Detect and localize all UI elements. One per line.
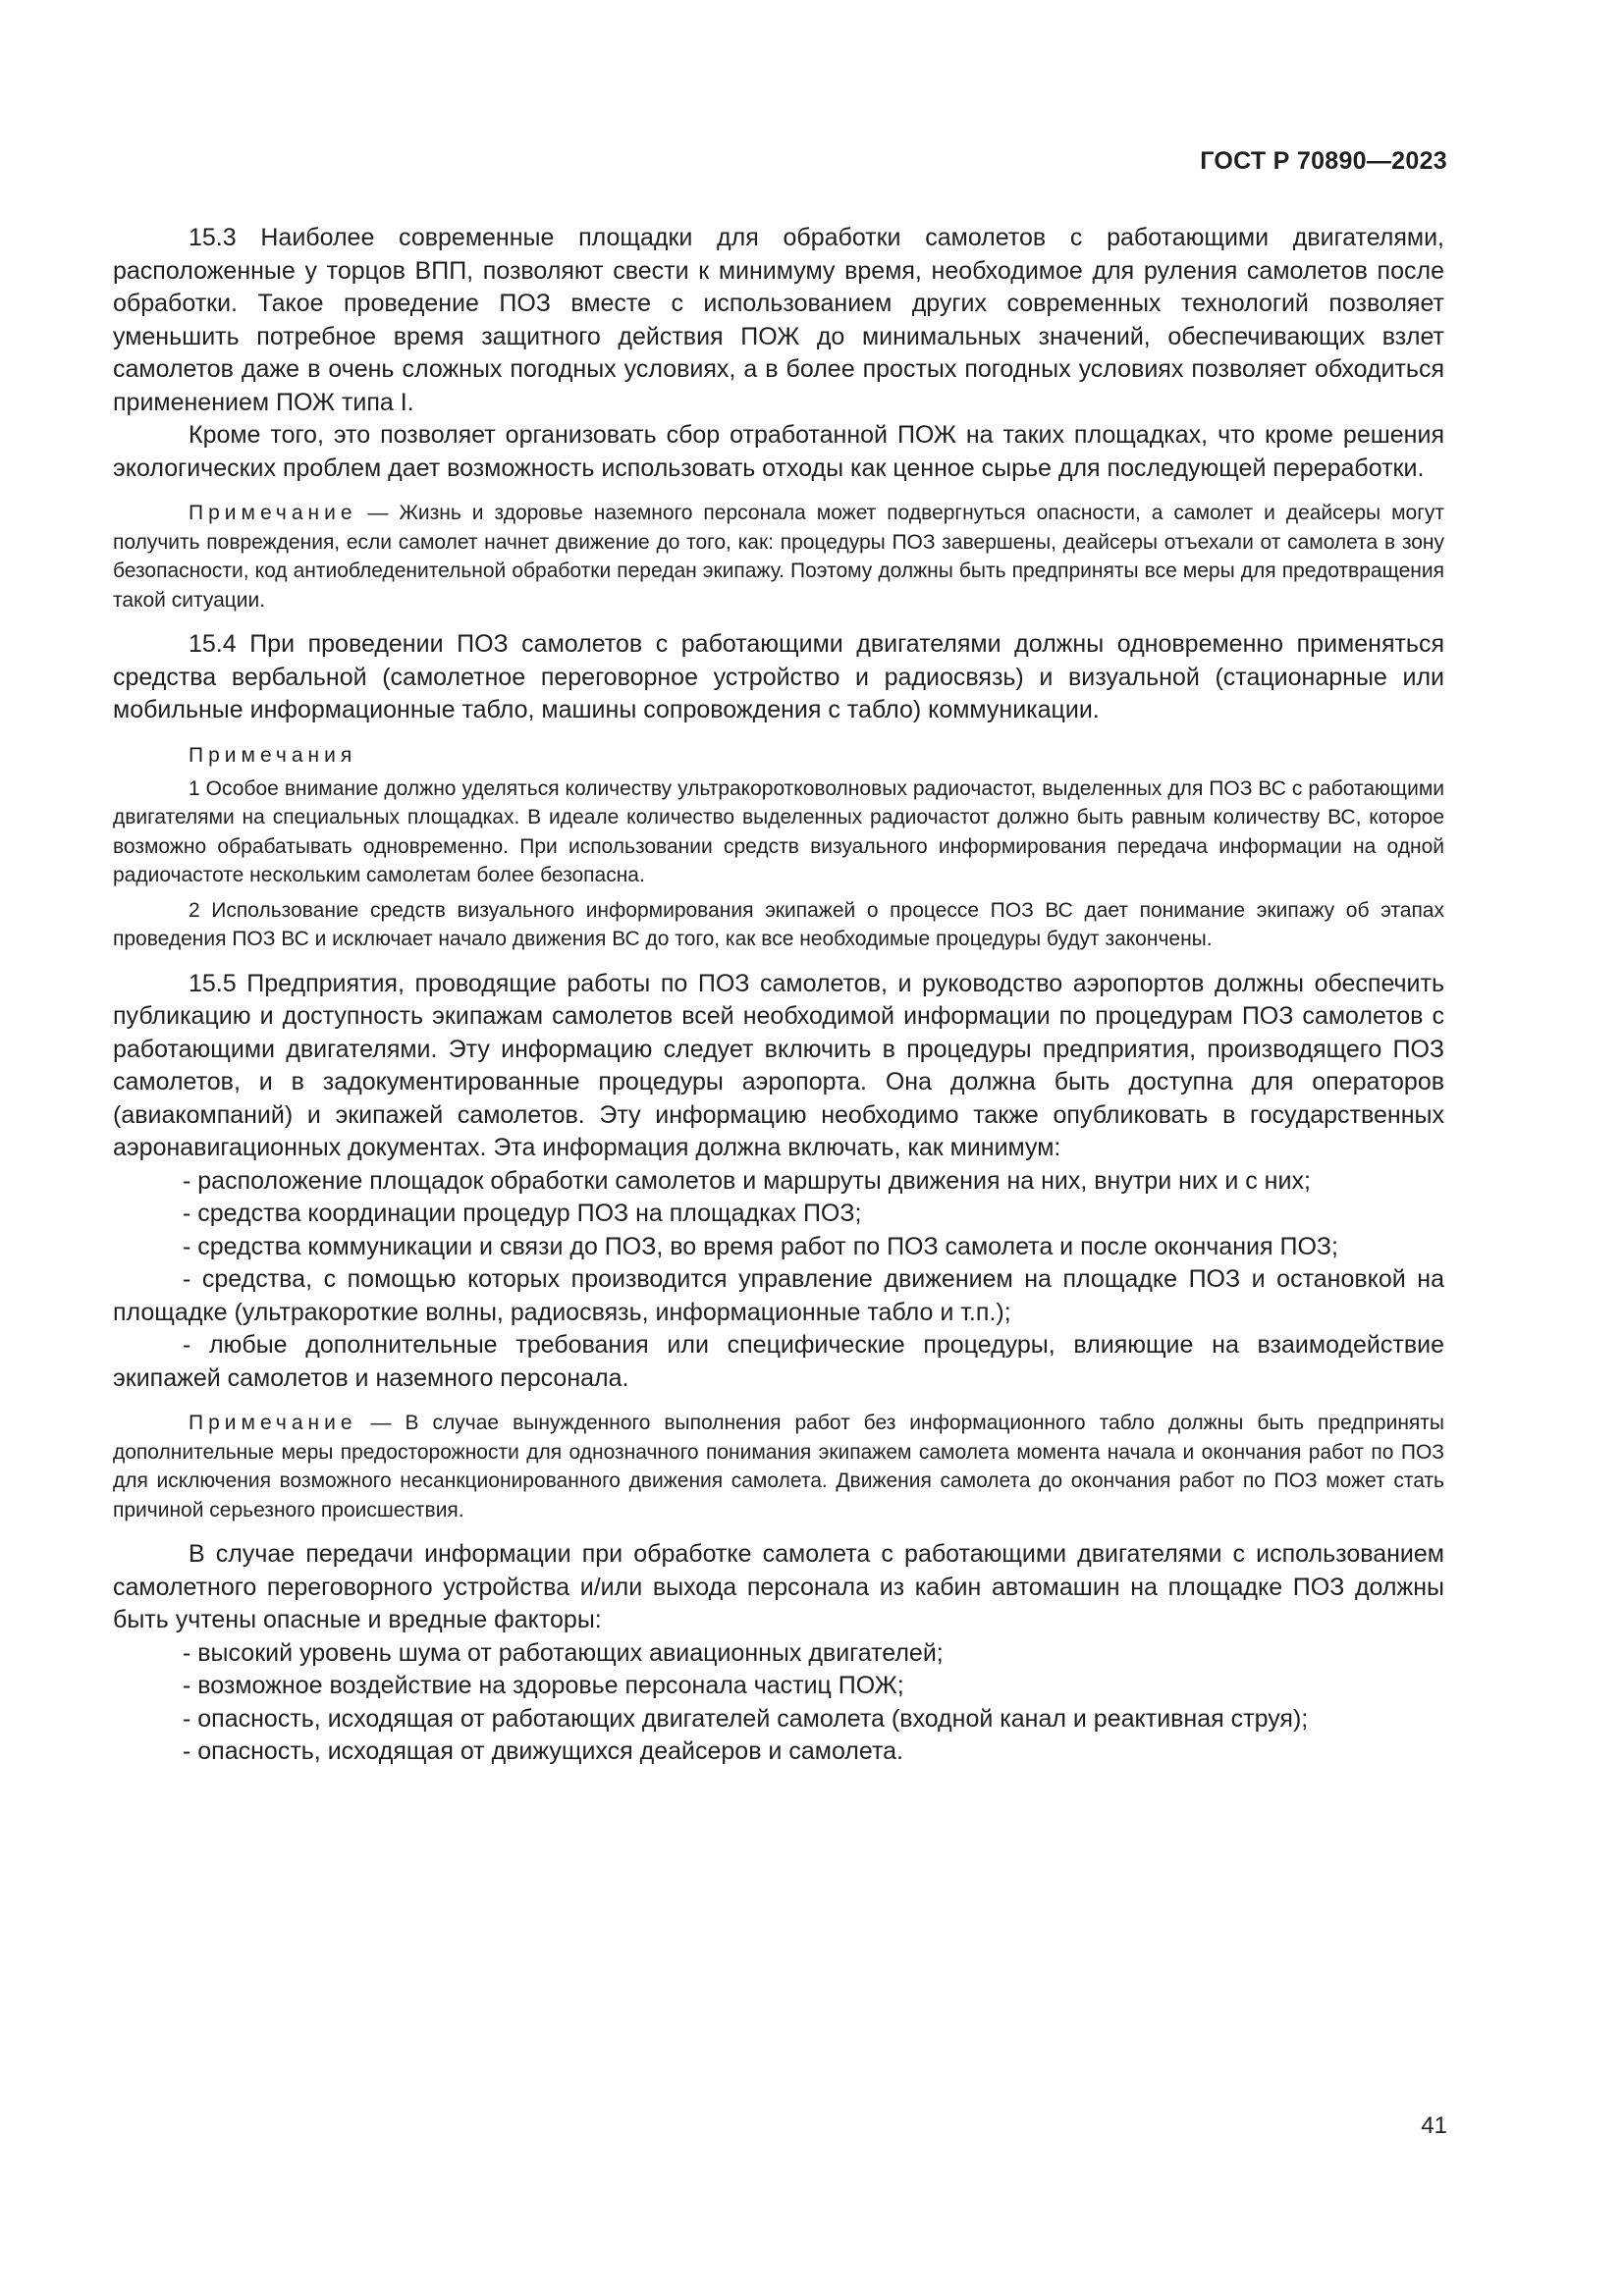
list-item: - средства коммуникации и связи до ПОЗ, во время работ по ПОЗ самолета и после окончания ПОЗ; bbox=[183, 1232, 1338, 1260]
note-15-3 bbox=[113, 499, 1444, 614]
list-item: - средства координации процедур ПОЗ на площадках ПОЗ; bbox=[183, 1200, 862, 1227]
note-label: Примечание bbox=[189, 502, 357, 524]
hazards-list bbox=[113, 1637, 1444, 1769]
paragraph-15-5: 15.5 Предприятия, проводящие работы по ПОЗ самолетов, и руководство аэропортов должны обеспечить публикацию и доступность экипажам самолетов всей необходимой информации по процедурам ПОЗ самолетов с работающими двигателями. Эту информацию следует включить в процедуры предприятия, производящего ПОЗ самолетов, и в задокументированные процедуры аэропорта. Она должна быть доступна для операторов (авиакомпаний) и экипажей самолетов. Эту информацию необходимо также опубликовать в государственных аэронавигационных документах. Эта информация должна включать, как минимум: bbox=[113, 969, 1444, 1161]
paragraph-15-4: 15.4 При проведении ПОЗ самолетов с работающими двигателями должны одновременно применяться средства вербальной (самолетное переговорное устройство и радиосвязь) и визуальной (стационарные или мобильные информационные табло, машины сопровождения с табло) коммуникации. bbox=[113, 630, 1444, 723]
list-item: - средства, с помощью которых производится управление движением на площадке ПОЗ и остановкой на площадке (ультракороткие волны, радиосвязь, информационные табло и т.п.); bbox=[113, 1265, 1444, 1326]
list-item: - расположение площадок обработки самолетов и маршруты движения на них, внутри них и с них; bbox=[183, 1166, 1311, 1195]
note-2: 2 Использование средств визуального информирования экипажей о процессе ПОЗ ВС дает понимание экипажу об этапах проведения ПОЗ ВС и исключает начало движения ВС до того, как все необходимые процедуры будут закончены. bbox=[113, 898, 1444, 950]
note-label: Примечание bbox=[189, 1412, 357, 1434]
paragraph-hazards-intro: В случае передачи информации при обработке самолета с работающими двигателями с использованием самолетного переговорного устройства и/или выхода персонала из кабин автомашин на площадке ПОЗ должны быть учтены опасные и вредные факторы: bbox=[113, 1540, 1444, 1633]
list-item: - возможное воздействие на здоровье персонала частиц ПОЖ; bbox=[183, 1672, 904, 1699]
note-1: 1 Особое внимание должно уделяться количеству ультракоротковолновых радиочастот, выделенных для ПОЗ ВС с работающими двигателями на специальных площадках. В идеале количество выделенных радиочастот должно быть равным количеству ВС, которое возможно обрабатывать одновременно. При использовании средств визуального информирования передача информации на одной радиочастоте нескольким самолетам более безопасна. bbox=[113, 776, 1444, 886]
paragraph-15-3-continued: Кроме того, это позволяет организовать сбор отработанной ПОЖ на таких площадках, что кроме решения экологических проблем дает возможность использовать отходы как ценное сырье для последующей переработки. bbox=[113, 421, 1444, 482]
page-content bbox=[113, 222, 1444, 1769]
note-15-5 bbox=[113, 1409, 1444, 1524]
page-number: 41 bbox=[1421, 2112, 1447, 2139]
list-item: - высокий уровень шума от работающих авиационных двигателей; bbox=[183, 1638, 944, 1667]
note-text: — В случае вынужденного выполнения работ без информационного табло должны быть предприняты дополнительные меры предосторожности для однозначного понимания экипажем самолета момента начала и окончания работ по ПОЗ для исключения возможного несанкционированного движения самолета. Движения самолета до окончания работ по ПОЗ может стать причиной серьезного происшествия. bbox=[113, 1412, 1444, 1522]
paragraph-15-3: 15.3 Наиболее современные площадки для обработки самолетов с работающими двигателями, расположенные у торцов ВПП, позволяют свести к минимуму время, необходимое для руления самолетов после обработки. Такое проведение ПОЗ вместе с использованием других современных технологий позволяет уменьшить потребное время защитного действия ПОЖ до минимальных значений, обеспечивающих взлет самолетов даже в очень сложных погодных условиях, а в более простых погодных условиях позволяет обходиться применением ПОЖ типа I. bbox=[113, 224, 1444, 416]
list-item: - опасность, исходящая от работающих двигателей самолета (входной канал и реактивная струя); bbox=[183, 1704, 1309, 1733]
info-requirements-list bbox=[113, 1165, 1444, 1396]
document-code-header: ГОСТ Р 70890—2023 bbox=[1200, 147, 1447, 175]
list-item: - опасность, исходящая от движущихся деайсеров и самолета. bbox=[183, 1737, 903, 1765]
note-text: — Жизнь и здоровье наземного персонала может подвергнуться опасности, а самолет и деайсеры могут получить повреждения, если самолет начнет движение до того, как: процедуры ПОЗ завершены, деайсеры отъехали от самолета в зону безопасности, код антиобледенительной обработки передан экипажу. Поэтому должны быть предприняты все меры для предотвращения такой ситуации. bbox=[113, 502, 1444, 612]
list-item: - любые дополнительные требования или специфические процедуры, влияющие на взаимодействие экипажей самолетов и наземного персонала. bbox=[113, 1331, 1444, 1392]
notes-heading: Примечания bbox=[189, 743, 357, 767]
